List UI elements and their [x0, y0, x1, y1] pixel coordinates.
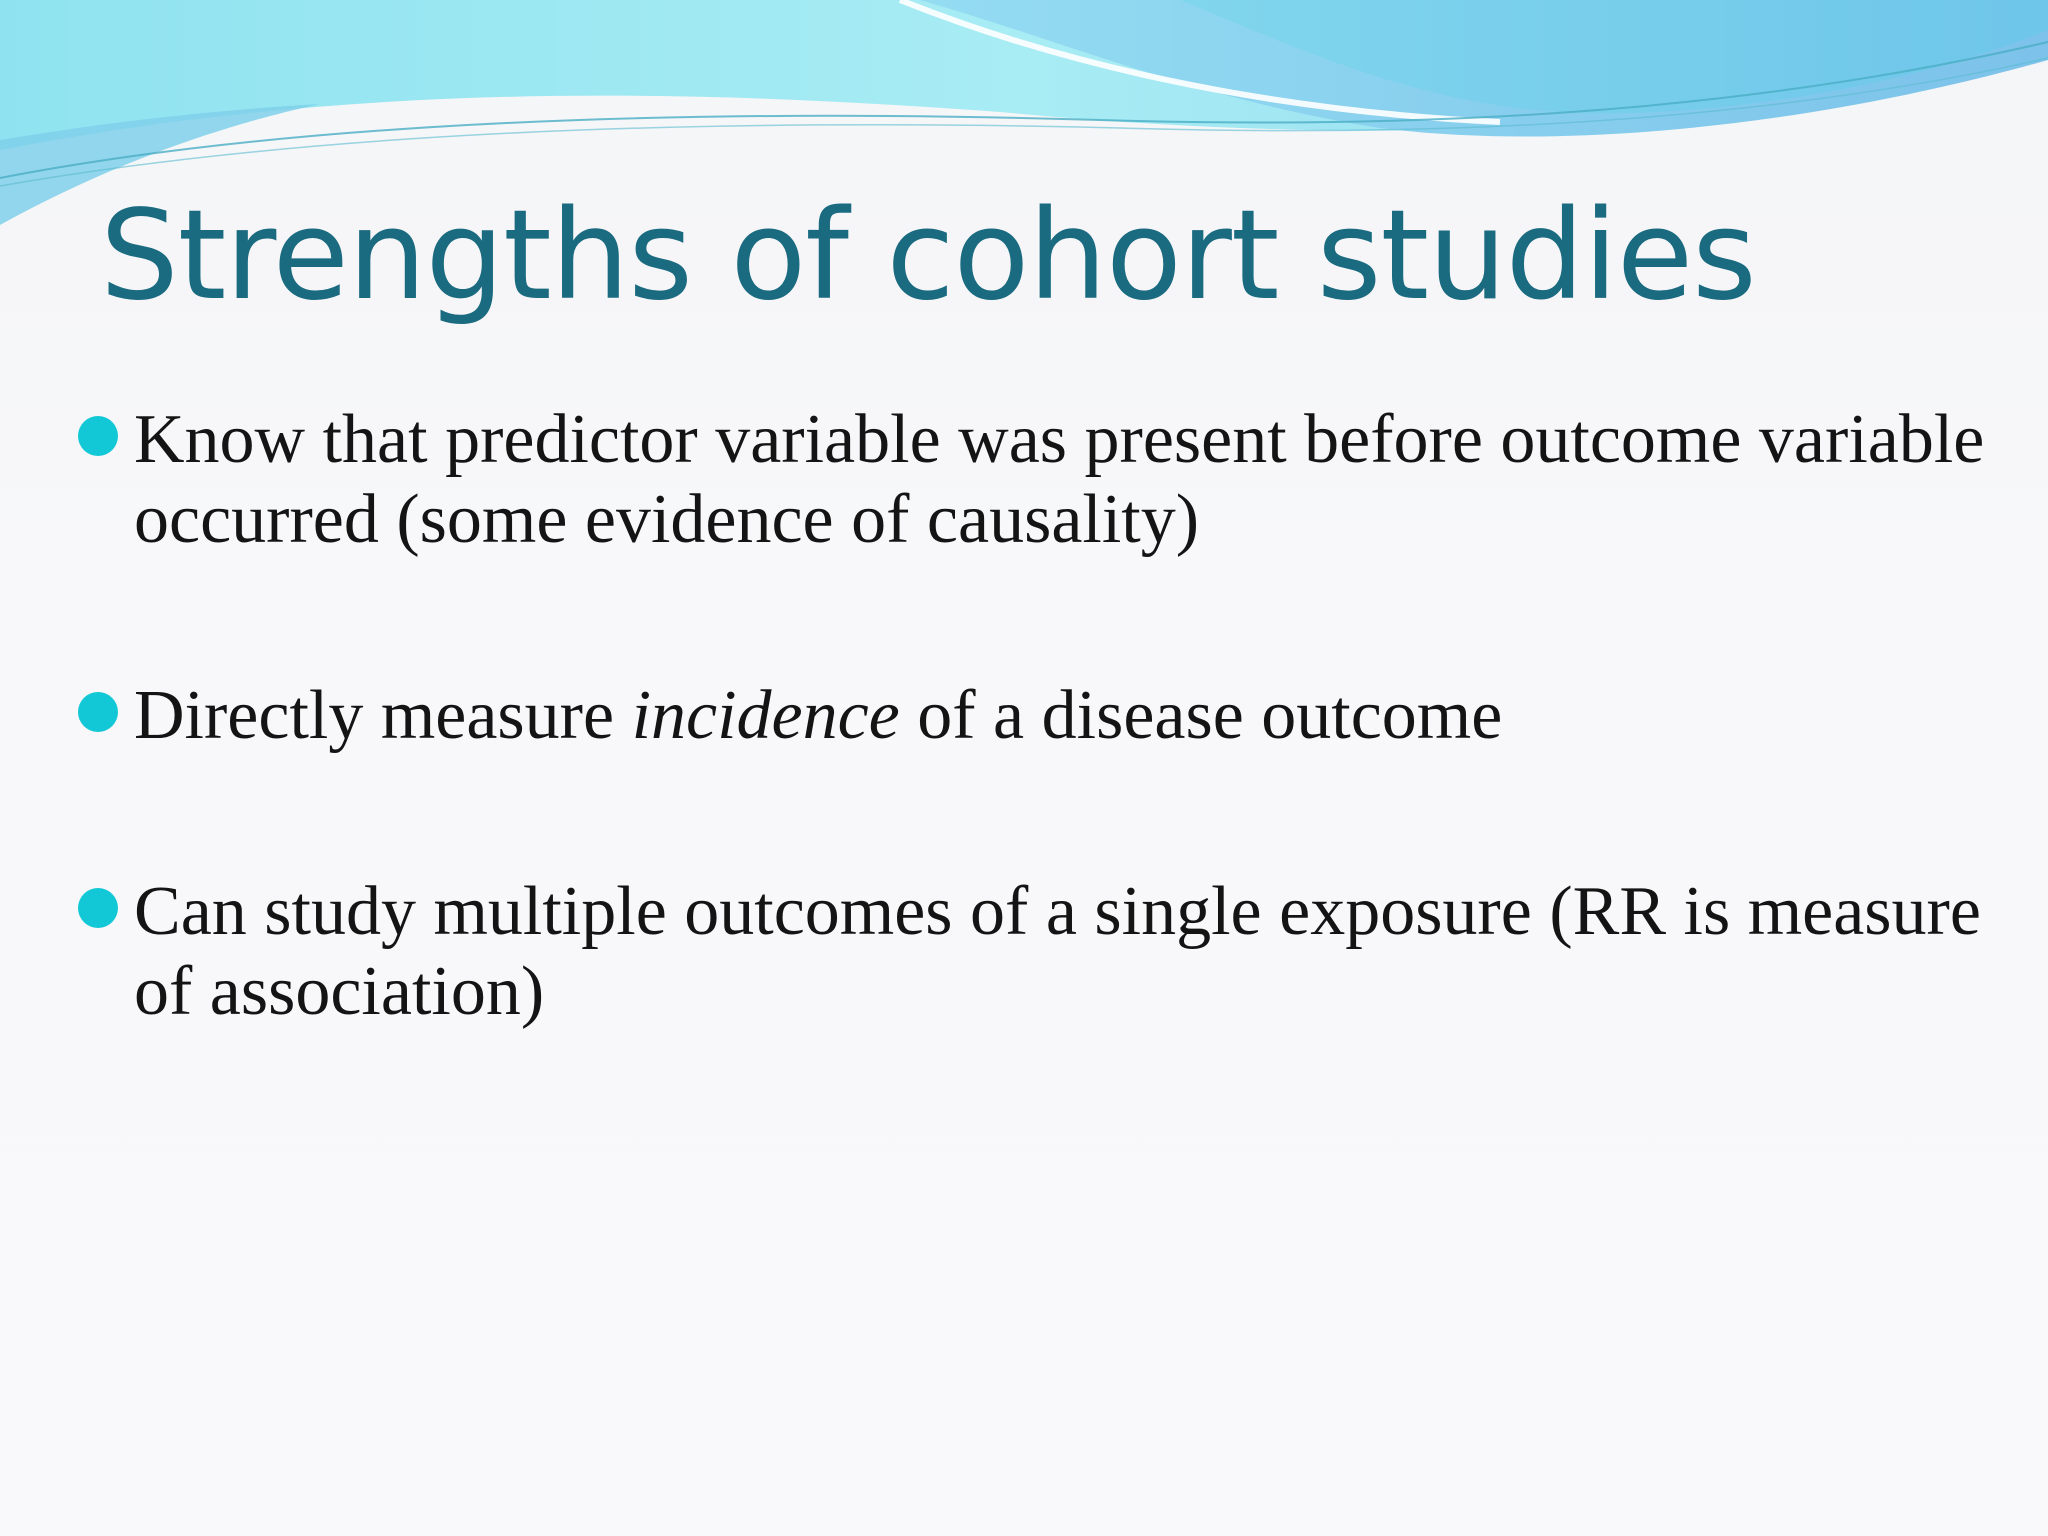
bullet-text-main: Know that predictor variable was present before outcome variable occurred (some evidence of causality) [134, 401, 1985, 558]
bullet-text-before: Directly measure [134, 677, 632, 754]
bullet-text-after: of a disease outcome [899, 677, 1503, 754]
bullet-text [134, 400, 2010, 560]
bullet-circle-icon [78, 888, 118, 928]
bullet-circle-icon [78, 692, 118, 732]
bullet-list [70, 400, 2010, 1148]
bullet-circle-icon [78, 416, 118, 456]
bullet-text [134, 676, 2010, 756]
bullet-text-main: Can study multiple outcomes of a single exposure (RR is measure of association) [134, 873, 1981, 1030]
bullet-text-emphasis: incidence [631, 677, 900, 754]
bullet-item-causality [70, 400, 2010, 560]
bullet-text [134, 872, 2010, 1032]
bullet-item-multiple-outcomes [70, 872, 2010, 1032]
bullet-item-incidence [70, 676, 2010, 756]
slide-title: Strengths of cohort studies [100, 184, 1756, 328]
